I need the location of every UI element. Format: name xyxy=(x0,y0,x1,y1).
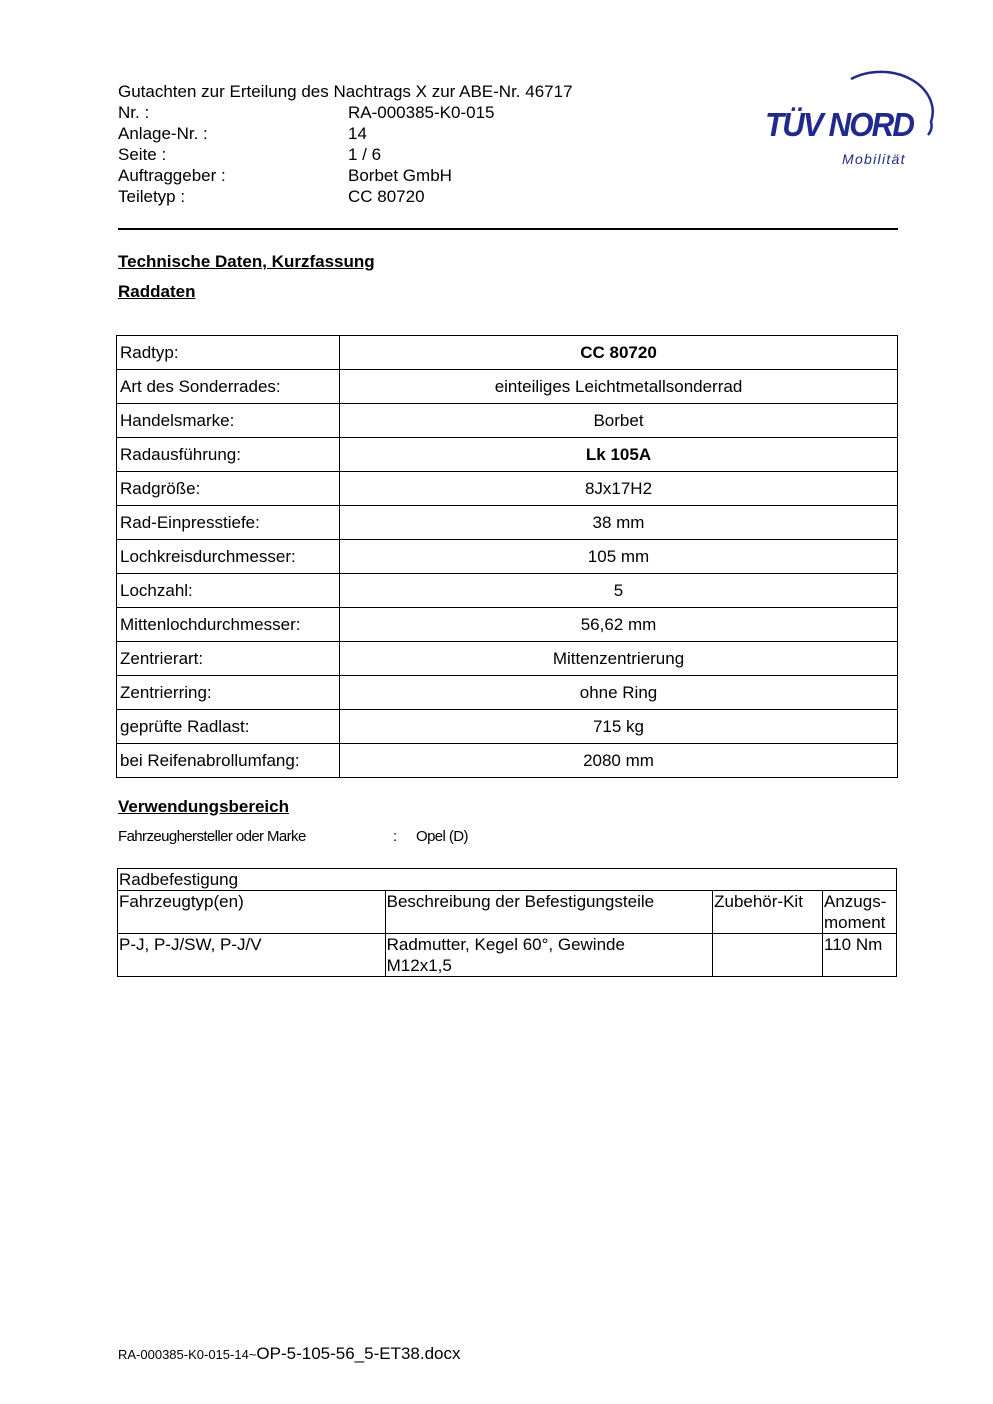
raddaten-table xyxy=(116,335,898,778)
manufacturer-value: Opel (D) xyxy=(416,828,468,845)
table-row xyxy=(117,574,898,608)
logo-brand-text: TÜV NORD xyxy=(765,106,915,143)
table-cell: P-J, P-J/SW, P-J/V xyxy=(118,934,386,977)
spec-label: Lochkreisdurchmesser: xyxy=(117,540,340,574)
table-header-row xyxy=(118,891,897,934)
table-row xyxy=(117,642,898,676)
column-header: Fahrzeugtyp(en) xyxy=(118,891,386,934)
manufacturer-label: Fahrzeughersteller oder Marke xyxy=(118,828,306,845)
header-row xyxy=(118,186,573,207)
table-row xyxy=(117,370,898,404)
header-label: Seite : xyxy=(118,145,167,164)
document-footer xyxy=(118,1344,461,1364)
header-divider xyxy=(118,228,898,230)
spec-value: 2080 mm xyxy=(340,744,898,778)
tuv-nord-logo xyxy=(763,57,943,172)
footer-filename: OP-5-105-56_5-ET38.docx xyxy=(256,1344,461,1363)
section-heading-technische-daten: Technische Daten, Kurzfassung xyxy=(118,252,375,271)
table-caption: Radbefestigung xyxy=(118,869,897,891)
section-heading-verwendungsbereich: Verwendungsbereich xyxy=(118,797,289,816)
column-header: Anzugs- moment xyxy=(823,891,897,934)
spec-label: Zentrierart: xyxy=(117,642,340,676)
header-row xyxy=(118,165,573,186)
spec-value: 5 xyxy=(340,574,898,608)
header-row xyxy=(118,102,573,123)
header-value: RA-000385-K0-015 xyxy=(348,103,495,122)
verwendung-line xyxy=(118,828,468,845)
spec-label: geprüfte Radlast: xyxy=(117,710,340,744)
spec-label: Art des Sonderrades: xyxy=(117,370,340,404)
column-header: Beschreibung der Befestigungsteile xyxy=(385,891,712,934)
table-row xyxy=(117,472,898,506)
table-cell: 110 Nm xyxy=(823,934,897,977)
radbefestigung-table xyxy=(117,868,897,977)
manufacturer-colon: : xyxy=(393,828,397,845)
table-row xyxy=(117,336,898,370)
header-value: CC 80720 xyxy=(348,187,425,206)
spec-value: 56,62 mm xyxy=(340,608,898,642)
report-title: Gutachten zur Erteilung des Nachtrags X zur ABE-Nr. 46717 xyxy=(118,82,573,101)
header-row xyxy=(118,144,573,165)
spec-value: Borbet xyxy=(340,404,898,438)
spec-value: einteiliges Leichtmetallsonderrad xyxy=(340,370,898,404)
table-row xyxy=(117,404,898,438)
footer-reference: RA-000385-K0-015-14~ xyxy=(118,1347,257,1362)
header-label: Anlage-Nr. : xyxy=(118,124,208,143)
header-value: Borbet GmbH xyxy=(348,166,452,185)
table-row xyxy=(118,934,897,977)
spec-value: Mittenzentrierung xyxy=(340,642,898,676)
spec-label: Radausführung: xyxy=(117,438,340,472)
spec-label: Radgröße: xyxy=(117,472,340,506)
table-row xyxy=(117,438,898,472)
spec-value: 715 kg xyxy=(340,710,898,744)
table-row xyxy=(117,710,898,744)
header-row xyxy=(118,123,573,144)
table-row xyxy=(117,506,898,540)
spec-label: Handelsmarke: xyxy=(117,404,340,438)
column-header: Zubehör-Kit xyxy=(713,891,823,934)
spec-label: bei Reifenabrollumfang: xyxy=(117,744,340,778)
table-cell: Radmutter, Kegel 60°, Gewinde M12x1,5 xyxy=(385,934,712,977)
spec-value: ohne Ring xyxy=(340,676,898,710)
header-label: Nr. : xyxy=(118,103,150,122)
spec-value: Lk 105A xyxy=(340,438,898,472)
table-row xyxy=(117,676,898,710)
spec-value: 105 mm xyxy=(340,540,898,574)
header-label: Auftraggeber : xyxy=(118,166,226,185)
logo-subtitle: Mobilität xyxy=(842,151,906,167)
spec-label: Radtyp: xyxy=(117,336,340,370)
spec-value: 38 mm xyxy=(340,506,898,540)
spec-label: Mittenlochdurchmesser: xyxy=(117,608,340,642)
document-header xyxy=(118,81,573,207)
table-caption-row xyxy=(118,869,897,891)
spec-label: Rad-Einpresstiefe: xyxy=(117,506,340,540)
table-row xyxy=(117,540,898,574)
spec-value: 8Jx17H2 xyxy=(340,472,898,506)
table-row xyxy=(117,608,898,642)
header-value: 1 / 6 xyxy=(348,145,382,164)
spec-label: Lochzahl: xyxy=(117,574,340,608)
table-row xyxy=(117,744,898,778)
table-cell xyxy=(713,934,823,977)
header-label: Teiletyp : xyxy=(118,187,186,206)
section-heading-raddaten: Raddaten xyxy=(118,282,196,301)
spec-value: CC 80720 xyxy=(340,336,898,370)
spec-label: Zentrierring: xyxy=(117,676,340,710)
header-value: 14 xyxy=(348,124,367,143)
